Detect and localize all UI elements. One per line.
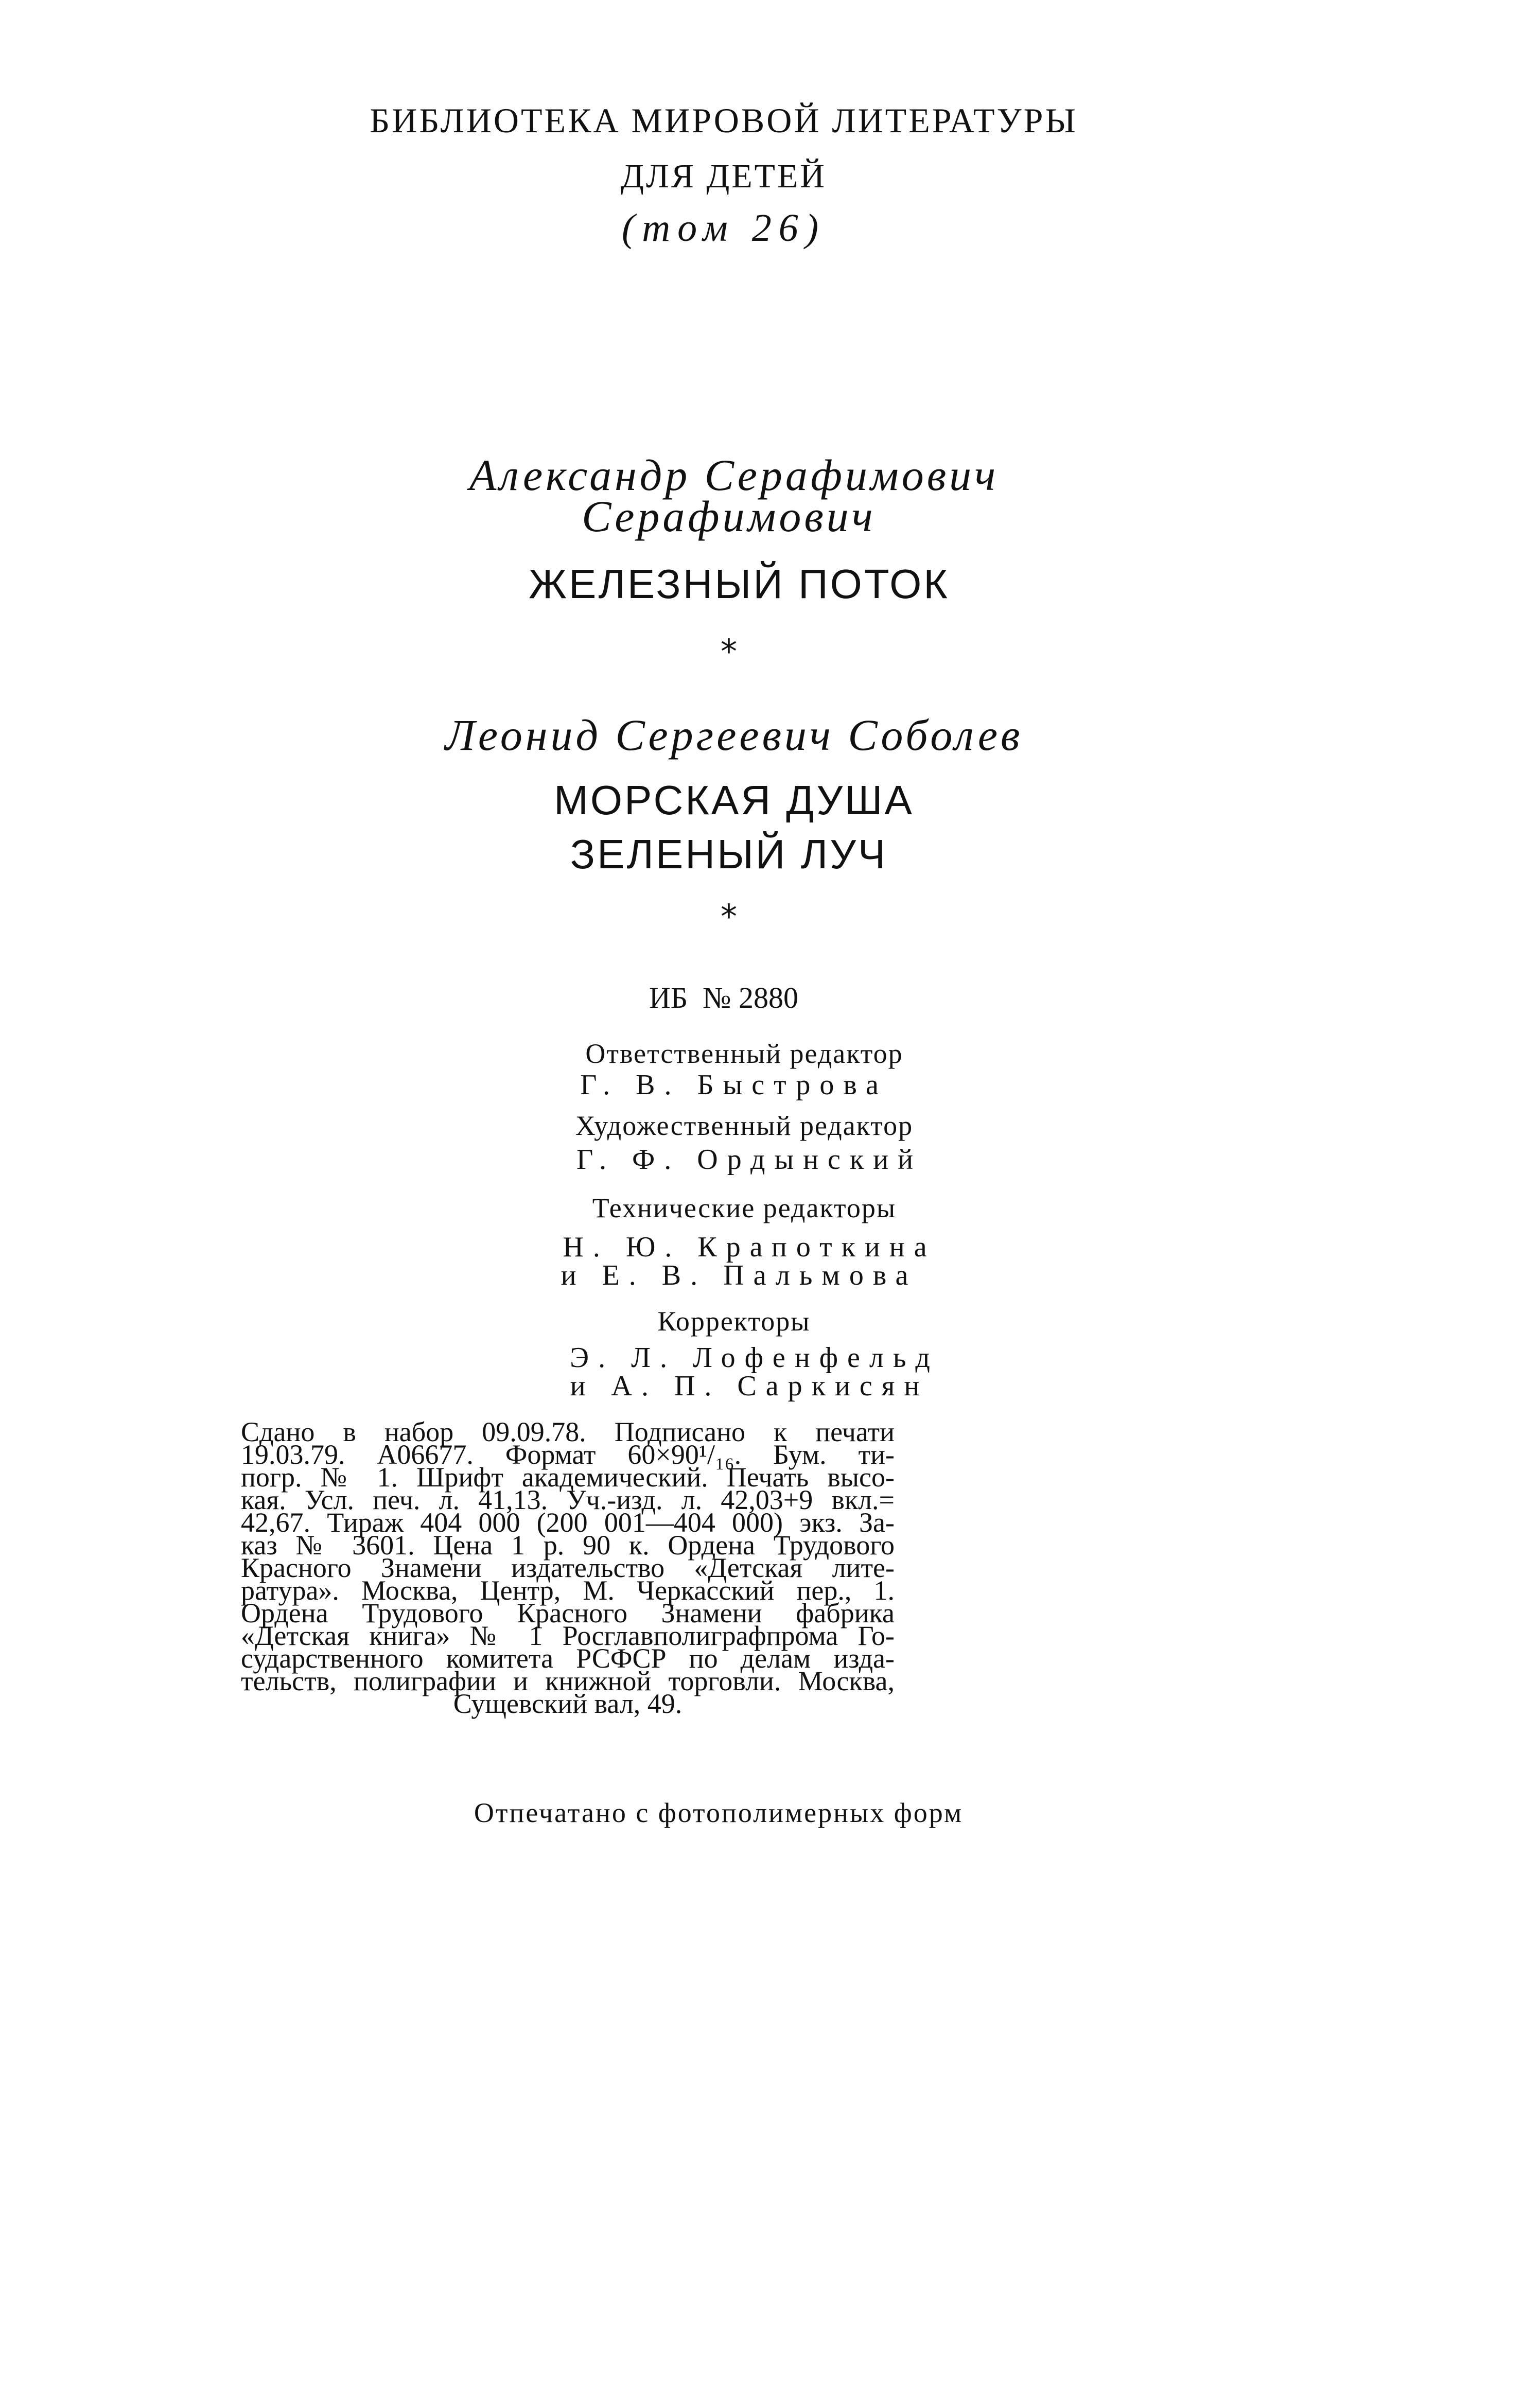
- imprint-line: 19.03.79. А06677. Формат 60×90¹/₁₆. Бум. ти-: [241, 1439, 895, 1470]
- imprint-line: кая. Усл. печ. л. 41,13. Уч.-изд. л. 42,03+9 вкл.=: [241, 1484, 895, 1515]
- volume-number: (том 26): [621, 206, 826, 250]
- imprint-line: 42,67. Тираж 404 000 (200 001—404 000) экз. За-: [241, 1507, 895, 1538]
- tech-editors-role: Технические редакторы: [592, 1193, 897, 1223]
- author-2: Леонид Сергеевич Соболев: [445, 710, 1023, 760]
- separator-star-2: *: [721, 898, 737, 936]
- separator-star-1: *: [721, 633, 737, 671]
- correctors-role: Корректоры: [657, 1306, 811, 1337]
- work-2-title-line-2: ЗЕЛЕНЫЙ ЛУЧ: [570, 831, 888, 877]
- imprint-line: Сущевский вал, 49.: [453, 1688, 682, 1719]
- imprint-line: погр. № 1. Шрифт академический. Печать высо-: [241, 1462, 895, 1493]
- corrector-2: и А. П. Саркисян: [570, 1370, 929, 1402]
- imprint-line: каз № 3601. Цена 1 р. 90 к. Ордена Трудового: [241, 1530, 895, 1561]
- author-1-line-1: Александр Серафимович: [469, 450, 999, 500]
- imprint-line: сударственного комитета РСФСР по делам изда-: [241, 1643, 895, 1674]
- imprint-line: Красного Знамени издательство «Детская лите-: [241, 1552, 895, 1583]
- work-2-title-line-1: МОРСКАЯ ДУША: [554, 777, 914, 823]
- imprint-line: Ордена Трудового Красного Знамени фабрика: [241, 1598, 895, 1628]
- author-1-line-2: Серафимович: [582, 492, 876, 541]
- art-editor-role: Художественный редактор: [575, 1110, 914, 1141]
- editor-role: Ответственный редактор: [585, 1038, 903, 1069]
- art-editor-name: Г. Ф. Ордынский: [576, 1144, 923, 1176]
- work-1-title: ЖЕЛЕЗНЫЙ ПОТОК: [529, 561, 950, 607]
- print-note: Отпечатано с фотополимерных форм: [474, 1797, 964, 1828]
- ib-number: ИБ № 2880: [649, 981, 799, 1014]
- imprint-line: тельств, полиграфии и книжной торговли. Москва,: [241, 1666, 895, 1696]
- series-title: БИБЛИОТЕКА МИРОВОЙ ЛИТЕРАТУРЫ: [370, 101, 1078, 140]
- editor-name: Г. В. Быстрова: [580, 1069, 888, 1101]
- imprint-line: ратура». Москва, Центр, М. Черкасский пер., 1.: [241, 1575, 895, 1606]
- tech-editor-1: Н. Ю. Крапоткина: [563, 1231, 936, 1263]
- corrector-1: Э. Л. Лофенфельд: [570, 1342, 939, 1374]
- imprint-block: [241, 1416, 895, 1719]
- imprint-line: Сдано в набор 09.09.78. Подписано к печати: [241, 1416, 895, 1447]
- imprint-line: «Детская книга» № 1 Росглавполиграфпрома Го-: [241, 1620, 895, 1651]
- series-subtitle: ДЛЯ ДЕТЕЙ: [621, 157, 827, 195]
- tech-editor-2: и Е. В. Пальмова: [561, 1259, 918, 1291]
